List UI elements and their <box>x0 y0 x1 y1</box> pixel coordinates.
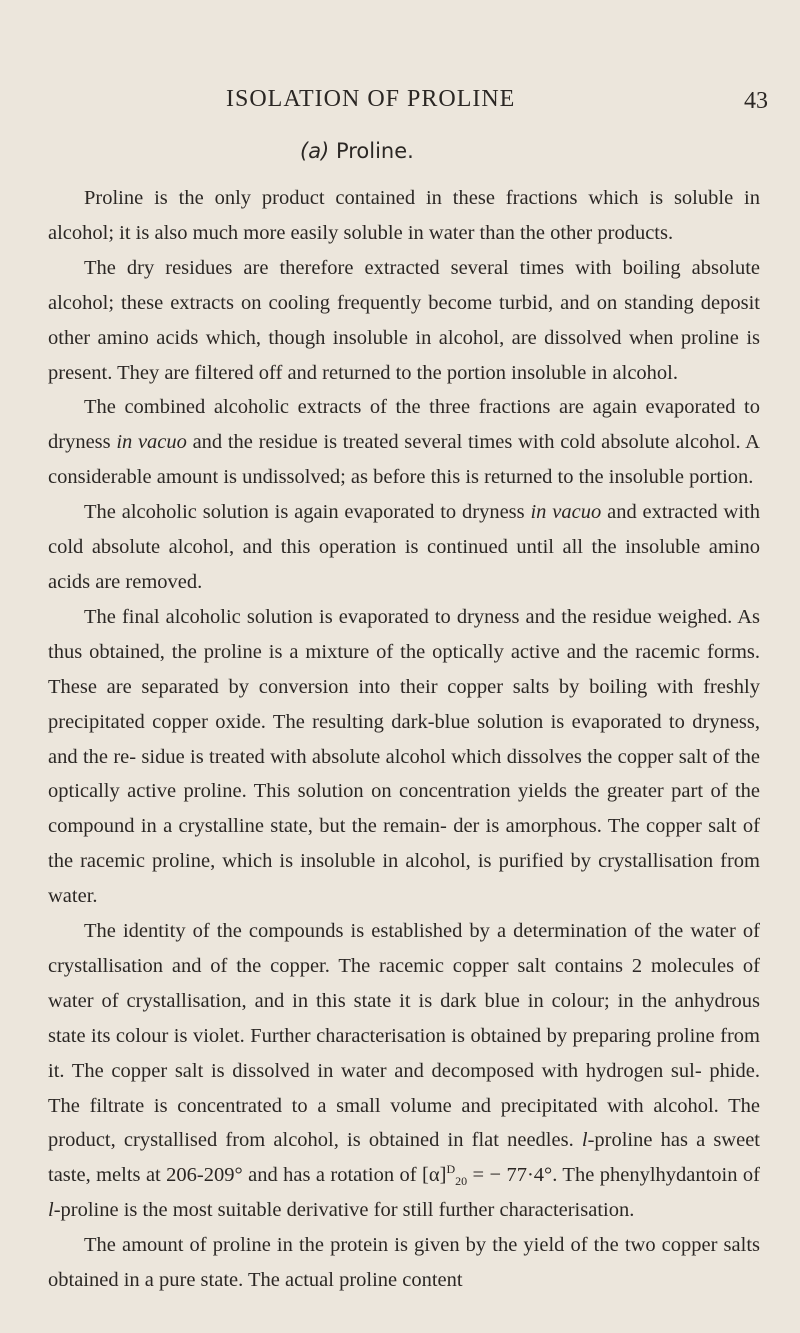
paragraph-7: The amount of proline in the protein is given by the yield of the two copper salts obtained in a pure state. The actual proline content <box>48 1234 760 1292</box>
paragraph-6-text-d: -proline is the most suitable derivative for still further characterisation. <box>53 1199 635 1222</box>
paragraph-2: The dry residues are therefore extracted several times with boiling absolute alcohol; these extracts on cooling frequently become turbid, and on standing deposit other amino acids which, though insoluble in alcohol, are dissolved when proline is present. They are filtered off and returned to the portion insoluble in alcohol. <box>48 256 760 384</box>
paragraph-4-text-b: and extracted with cold absolute alcohol, and this operation is continued until all the insoluble amino acids are removed. <box>48 501 760 593</box>
paragraph-6-text-b: -proline has a sweet taste, melts at 206-209° and has a rotation of [α] <box>48 1129 760 1187</box>
paragraph-6-text-c: = − 77·4°. The phenylhydantoin of <box>467 1164 760 1187</box>
section-number: (a) <box>300 139 330 163</box>
l-prefix-italic: l <box>581 1129 588 1152</box>
in-vacuo-italic: in vacuo <box>530 501 602 524</box>
rotation-superscript: D <box>446 1162 456 1177</box>
paragraph-5: The final alcoholic solution is evaporated to dryness and the residue weighed. As thus obtained, the proline is a mixture of the optically active and the racemic forms. These are separated by conversion into their copper salts by boiling with freshly precipitated copper oxide. The resulting dark-blue solution is evaporated to dryness, and the re- sidue is treated with absolute alcohol which dissolves the copper salt of the optically active proline. This solution on concentration yields the greater part of the compound in a crystalline state, but the remain- der is amorphous. The copper salt of the racemic proline, which is insoluble in alcohol, is purified by crystallisation from water. <box>48 605 760 908</box>
paragraph-6 <box>48 914 760 1228</box>
paragraph-4-text-a: The alcoholic solution is again evaporated to dryness <box>84 501 531 524</box>
paragraph-6-text-a: The identity of the compounds is established by a determination of the water of crystallisation and of the copper. The racemic copper salt contains 2 molecules of water of crystallisation, and in this state it is dark blue in colour; in the anhydrous state its colour is violet. Further characterisation is obtained by preparing proline from it. The copper salt is dissolved in water and decomposed with hydrogen sul- phide. The filtrate is concentrated to a small volume and precipitated with alcohol. The product, crystallised from alcohol, is obtained in flat needles. <box>48 920 760 1152</box>
section-title: Proline. <box>335 139 414 163</box>
section-heading <box>300 139 414 163</box>
body-text <box>48 181 760 1298</box>
paragraph-3-text-b: and the residue is treated several times with cold absolute alcohol. A considerable amount is undissolved; as before this is returned to the insoluble portion. <box>48 431 760 489</box>
page-number: 43 <box>744 88 768 114</box>
paragraph-1: Proline is the only product contained in these fractions which is soluble in alcohol; it is also much more easily soluble in water than the other products. <box>48 187 760 244</box>
running-title: ISOLATION OF PROLINE <box>226 86 516 112</box>
l-prefix-italic: l <box>48 1199 54 1222</box>
paragraph-3-text-a: The combined alcoholic extracts of the three fractions are again evaporated to dryness <box>48 396 760 454</box>
in-vacuo-italic: in vacuo <box>116 431 187 454</box>
paragraph-3 <box>48 390 760 495</box>
rotation-subscript: 20 <box>455 1174 468 1189</box>
paragraph-4 <box>48 495 760 600</box>
